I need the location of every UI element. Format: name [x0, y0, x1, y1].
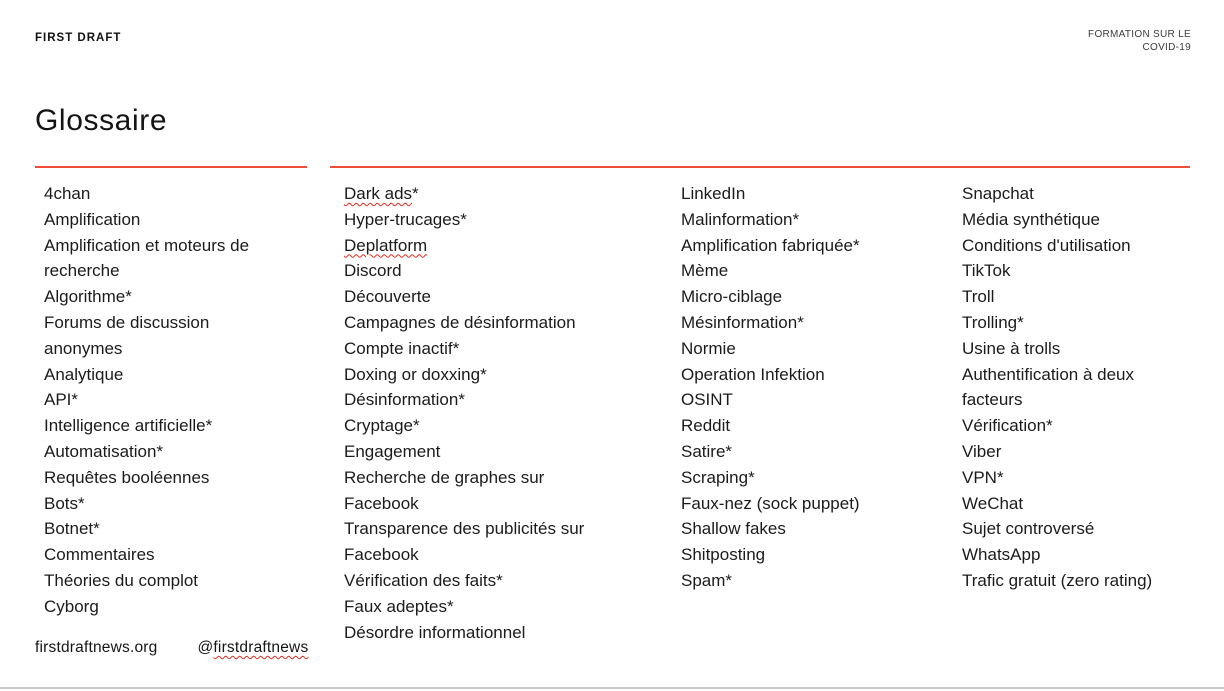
glossary-term: Scraping*: [681, 467, 755, 487]
accent-rule-right: [330, 166, 1190, 168]
glossary-term: OSINT: [681, 390, 733, 410]
footer-social-handle: [197, 639, 308, 657]
glossary-term: 4chan: [44, 184, 91, 203]
glossary-column-1: [44, 181, 274, 620]
glossary-term: Algorithme*: [44, 287, 132, 307]
accent-rule-left: [35, 166, 307, 168]
glossary-term: Mème: [681, 261, 729, 281]
footer-social-at: @: [197, 639, 214, 656]
glossary-column-4: [962, 181, 1182, 594]
glossary-term: Trolling*: [962, 312, 1024, 332]
bottom-rule: [0, 687, 1224, 689]
glossary-term: Automatisation*: [44, 441, 164, 461]
glossary-term: Théories du complot: [44, 570, 199, 590]
footer-website: firstdraftnews.org: [35, 639, 158, 656]
glossary-term: Faux adeptes*: [344, 596, 454, 616]
glossary-term: Doxing or doxxing*: [344, 364, 487, 384]
glossary-column-3: [681, 181, 933, 594]
glossary-term: Recherche de graphes sur Facebook: [344, 467, 545, 513]
glossary-term: Média synthétique: [962, 209, 1100, 229]
glossary-term: Vérification des faits*: [344, 570, 503, 590]
glossary-term: Forums de discussion anonymes: [44, 312, 210, 358]
glossary-term: Hyper-trucages*: [344, 209, 467, 229]
glossary-term: Campagnes de désinformation: [344, 312, 576, 332]
glossary-term: Authentification à deux facteurs: [962, 364, 1135, 410]
glossary-term: [344, 233, 602, 259]
glossary-term: Commentaires: [44, 545, 155, 565]
glossary-term: WeChat: [962, 493, 1024, 513]
glossary-term: Viber: [962, 441, 1002, 461]
glossary-term: Découverte: [344, 287, 431, 307]
glossary-term: Analytique: [44, 364, 124, 384]
glossary-term: Shitposting: [681, 545, 766, 565]
glossary-term: Operation Infektion: [681, 364, 825, 384]
glossary-term: Bots*: [44, 493, 85, 513]
glossary-term: Amplification: [44, 209, 141, 229]
glossary-term: Reddit: [681, 416, 731, 436]
glossary-term: VPN*: [962, 467, 1004, 487]
glossary-term: Transparence des publicités sur Facebook: [344, 519, 585, 565]
glossary-term: Normie: [681, 338, 736, 358]
glossary-term: Amplification fabriquée*: [681, 235, 860, 255]
glossary-term: Amplification et moteurs de recherche: [44, 235, 250, 281]
glossary-term: Malinformation*: [681, 209, 800, 229]
training-context-line1: FORMATION SUR LE: [1088, 29, 1191, 40]
glossary-term: Vérification*: [962, 416, 1053, 436]
glossary-term: Mésinformation*: [681, 312, 804, 332]
glossary-term: Botnet*: [44, 519, 100, 539]
glossary-term: Spam*: [681, 570, 733, 590]
glossary-term: Compte inactif*: [344, 338, 460, 358]
glossary-term: Requêtes booléennes: [44, 467, 210, 487]
training-context-line2: COVID-19: [1142, 41, 1191, 53]
training-context-label: [1088, 29, 1191, 54]
glossary-term: Dark ads*: [344, 184, 419, 203]
glossary-term: Usine à trolls: [962, 338, 1061, 358]
glossary-term: Sujet controversé: [962, 519, 1095, 539]
misspelled-word: Deplatform: [344, 235, 428, 255]
glossary-term: Discord: [344, 261, 402, 281]
glossary-term: API*: [44, 390, 79, 410]
glossary-term: Satire*: [681, 441, 733, 461]
glossary-term: Faux-nez (sock puppet): [681, 493, 860, 513]
glossary-term: Snapchat: [962, 184, 1034, 203]
page-title: Glossaire: [35, 104, 168, 137]
glossary-term: Engagement: [344, 441, 441, 461]
glossary-column-2: [344, 181, 602, 645]
glossary-term: Cyborg: [44, 596, 99, 616]
footer-social-name: firstdraftnews: [213, 639, 309, 656]
glossary-term: Intelligence artificielle*: [44, 416, 213, 436]
glossary-term: Conditions d'utilisation: [962, 235, 1131, 255]
glossary-term: Trafic gratuit (zero rating): [962, 570, 1153, 590]
misspelled-word: Dark ads: [344, 184, 413, 203]
footer: [35, 639, 308, 657]
glossary-term: WhatsApp: [962, 545, 1041, 565]
glossary-term: Micro-ciblage: [681, 287, 783, 307]
glossary-term: Désinformation*: [344, 390, 465, 410]
glossary-term: TikTok: [962, 261, 1011, 281]
glossary-term: LinkedIn: [681, 184, 746, 203]
glossary-term: Troll: [962, 287, 995, 307]
glossary-term: Cryptage*: [344, 416, 420, 436]
glossary-term: Désordre informationnel: [344, 622, 526, 642]
glossary-term: Shallow fakes: [681, 519, 786, 539]
first-draft-logo: FIRST DRAFT: [35, 32, 122, 44]
